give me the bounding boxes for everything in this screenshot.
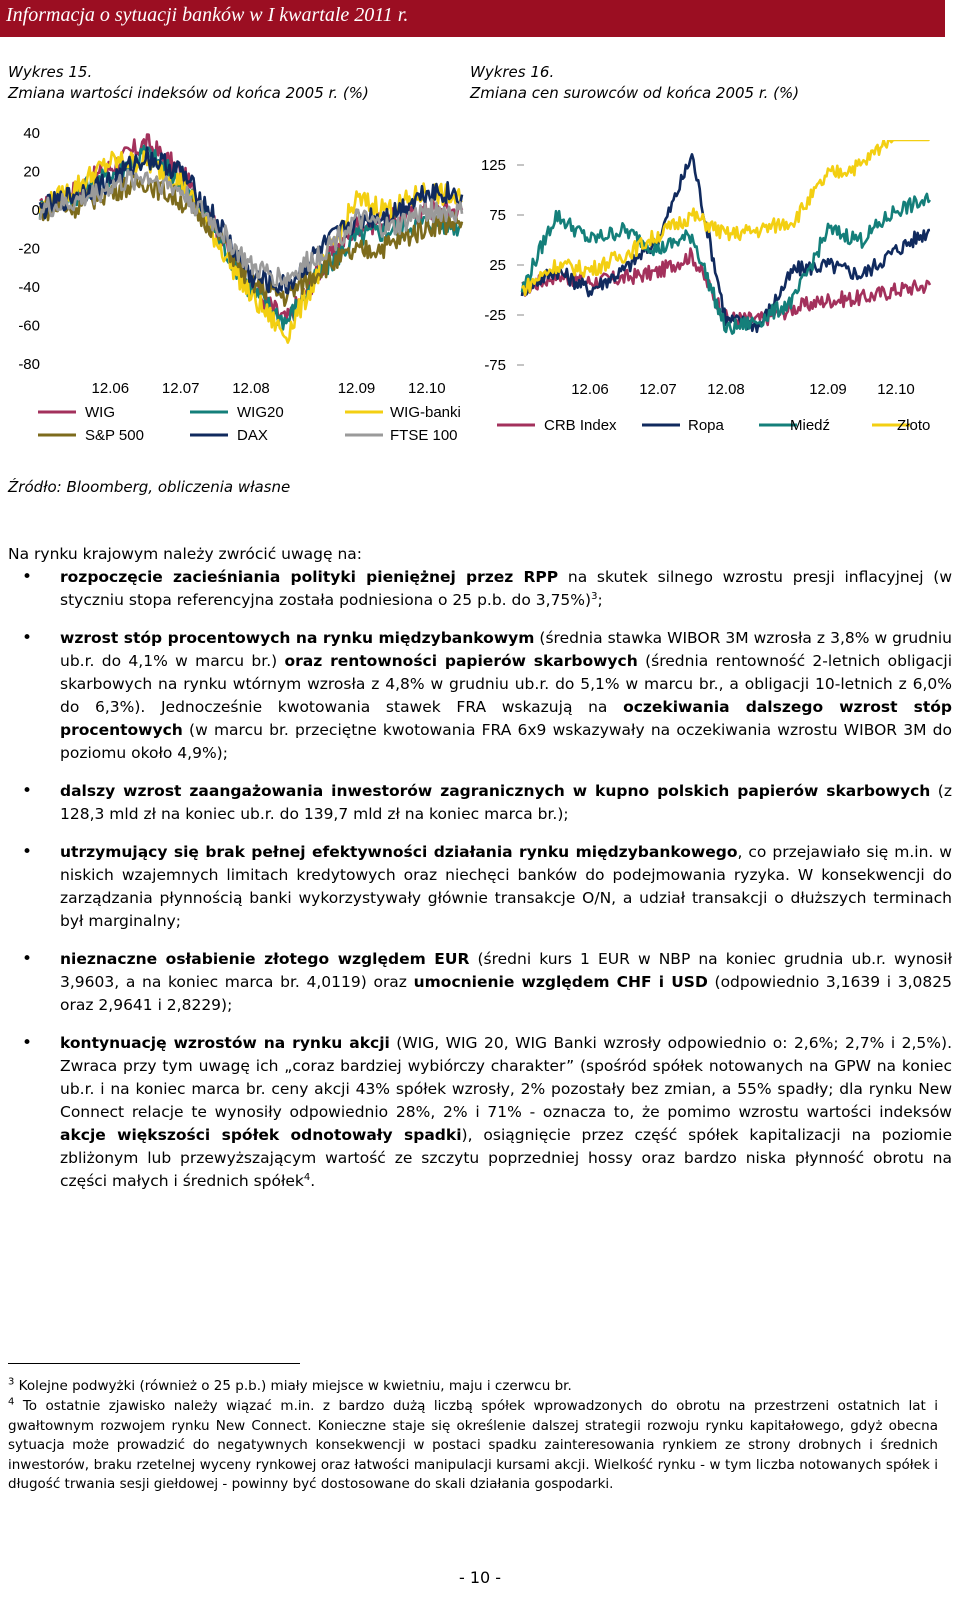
footnote-separator: [8, 1363, 300, 1364]
chart1-x-tick-label: 12.10: [408, 380, 446, 397]
chart1-x-tick-label: 12.07: [161, 380, 200, 397]
chart2-caption-title: Zmiana cen surowców od końca 2005 r. (%): [470, 84, 800, 102]
chart2-y-tick-label: -25: [484, 307, 506, 324]
chart1-y-tick-label: 40: [23, 125, 40, 142]
chart2-caption-number: Wykres 16.: [470, 63, 555, 81]
chart1-legend-label-ftse-100: FTSE 100: [390, 427, 458, 444]
chart1-y-tick-label: -80: [18, 356, 40, 373]
chart2-y-tick-label: 25: [489, 257, 506, 274]
chart1-legend-label-dax: DAX: [237, 427, 268, 444]
chart1-y-tick-label: 0: [31, 202, 40, 219]
chart2-x-tick-label: 12.09: [809, 381, 847, 398]
chart2-series-ropa: [522, 154, 930, 331]
footnote-3-number: 3: [8, 1376, 15, 1388]
chart2-x-tick-label: 12.08: [707, 381, 745, 398]
bullet-5-text-2: (odpowiednio 3,1639 i 3,0825 oraz 2,9641 i 2,8229);: [60, 973, 952, 1014]
chart1-legend-label-s-p-500: S&P 500: [85, 427, 144, 444]
chart1-caption-number: Wykres 15.: [8, 63, 93, 81]
bullet-1-tail: ;: [597, 591, 603, 609]
chart1-caption-title: Zmiana wartości indeksów od końca 2005 r. (%): [8, 84, 369, 102]
header-title: Informacja o sytuacji banków w I kwartale 2011 r.: [6, 4, 409, 26]
chart1-x-tick-label: 12.06: [91, 380, 130, 397]
chart1-y-tick-label: -60: [18, 317, 40, 335]
page-header: [0, 0, 945, 37]
list-item: [0, 841, 952, 933]
chart1-legend-label-wig-banki: WIG-banki: [390, 404, 461, 421]
bullet-6-bold-1: kontynuację wzrostów na rynku akcji: [60, 1034, 390, 1052]
chart2-x-tick-label: 12.07: [639, 381, 677, 398]
bullet-6-text-2: ), osiągnięcie przez część spółek kapitalizacji na poziomie zbliżonym lub przewyższającym wartość ze szczytu poprzedniej hossy oraz bardzo niska płynność obrotu na części małych i średnich spółek: [60, 1126, 952, 1190]
bullet-4-bold: utrzymujący się brak pełnej efektywności działania rynku międzybankowego: [60, 843, 738, 861]
chart2-legend-label-mied: Miedź: [790, 417, 831, 434]
footnote-ref-4[interactable]: 4: [303, 1171, 311, 1183]
bullet-6-tail: .: [310, 1172, 316, 1190]
chart2-legend-label-z-oto: Złoto: [897, 417, 931, 434]
bullet-5-bold-1: nieznaczne osłabienie złotego względem EUR: [60, 950, 470, 968]
footnote-ref-3[interactable]: 3: [591, 590, 598, 602]
chart2-legend-label-ropa: Ropa: [688, 417, 724, 434]
bullet-3-text: (z 128,3 mld zł na koniec ub.r. do 139,7 mld zł na koniec marca br.);: [60, 782, 952, 823]
chart1-caption: [8, 62, 369, 104]
list-item: [0, 627, 952, 765]
chart1-y-tick-label: -40: [18, 279, 40, 296]
chart2-x-tick-label: 12.06: [571, 381, 609, 398]
chart2-y-tick-label: 75: [489, 207, 506, 224]
footnote-4-text: To ostatnie zjawisko należy wiązać m.in. z bardzo dużą liczbą spółek wprowadzonych do obrotu na przestrzeni ostatnich lat i gwałtownym rozwojem rynku New Connect. Konieczne staje się określenie dalszej strategii rozwoju rynku kapitałowego, gdyż obecna sytuacja może prowadzić do negatywnych konsekwencji w postaci spadku zainteresowania rynkiem ze strony drobnych i średnich inwestorów, braku rzetelnej wyceny rynkowej oraz łatwości manipulacji kursami akcji. Wielkość rynku - w tym liczba notowanych spółek i długość trwania sesji giełdowej - powinny być dostosowane do skali działania gospodarki.: [8, 1398, 938, 1492]
bullet-2-text-1: (średnia stawka WIBOR 3M wzrosła z 3,8% w grudniu ub.r. do 4,1% w marcu br.): [60, 629, 952, 670]
chart1-x-tick-label: 12.09: [337, 380, 376, 397]
chart2-y-tick-label: 125: [480, 157, 506, 174]
bullet-list: [0, 566, 952, 1193]
chart2-legend-label-crb-index: CRB Index: [544, 417, 617, 434]
chart2-y-tick-label: -75: [484, 357, 506, 374]
list-item: [0, 1032, 952, 1193]
chart2-commodity-changes: [470, 140, 950, 440]
intro-text: Na rynku krajowym należy zwrócić uwagę na:: [8, 545, 363, 563]
bullet-2-bold-1: wzrost stóp procentowych na rynku międzybankowym: [60, 629, 535, 647]
chart1-y-tick-label: -20: [18, 240, 40, 258]
list-item: [0, 948, 952, 1017]
page-number: - 10 -: [458, 1568, 502, 1587]
bullet-2-text-3: (w marcu br. przeciętne kwotowania FRA 6x9 wskazywały na oczekiwania wzrostu WIBOR 3M do poziomu około 4,9%);: [60, 721, 952, 762]
bullet-4-text: , co przejawiało się m.in. w niskich wzajemnych limitach kredytowych oraz niechęci banków do podejmowania ryzyka. W konsekwencji do zarządzania płynnością banki wykorzystywały głównie transakcje O/N, a udział transakcji o dłuższych terminach był marginalny;: [60, 843, 952, 930]
footnote-4: [8, 1397, 938, 1495]
footnote-4-number: 4: [8, 1396, 15, 1408]
bullet-6-text-1: (WIG, WIG 20, WIG Banki wzrosły odpowiednio o: 2,6%; 2,7% i 2,5%). Zwraca przy tym uwagę ich „coraz bardziej wybiórczy charakter” (spośród spółek notowanych na GPW na koniec ub.r. i na koniec marca br. ceny akcji 43% spółek wzrosły, 2% pozostały bez zmian, a 55% spadły; dla rynku New Connect relacje te wynosiły odpowiednio 28%, 2% i 71% - oznacza to, że pomimo wzrostu wartości indeksów: [60, 1034, 952, 1121]
chart1-x-tick-label: 12.08: [232, 380, 270, 397]
bullet-3-bold: dalszy wzrost zaangażowania inwestorów zagranicznych w kupno polskich papierów skarbowych: [60, 782, 931, 800]
bullet-1-text: na skutek silnego wzrostu presji inflacyjnej (w styczniu stopa referencyjna została podniesiona o 25 p.b. do 3,75%): [60, 568, 952, 609]
bullet-6-bold-2: akcje większości spółek odnotowały spadki: [60, 1126, 462, 1144]
chart1-y-tick-label: 20: [23, 163, 40, 181]
list-item: [0, 780, 952, 826]
chart1-legend-label-wig: WIG: [85, 404, 115, 421]
chart2-x-tick-label: 12.10: [877, 381, 915, 398]
bullet-1-bold: rozpoczęcie zacieśniania polityki pieniężnej przez RPP: [60, 568, 559, 586]
chart2-caption: [470, 62, 799, 104]
list-item: [0, 566, 952, 612]
bullet-5-bold-2: umocnienie względem CHF i USD: [413, 973, 708, 991]
bullet-2-bold-3: oczekiwania dalszego wzrost stóp procentowych: [60, 698, 952, 739]
bullet-2-text-2: (średnia rentowność 2-letnich obligacji skarbowych na rynku wtórnym wzrosła z 4,8% w grudniu ub.r. do 5,1% w marcu br., a obligacji 10-letnich z 6,0% do 6,3%). Jednocześnie kwotowania stawek FRA wskazują na: [60, 652, 952, 716]
footnote-3: [8, 1377, 938, 1397]
bullet-2-bold-2: oraz rentowności papierów skarbowych: [284, 652, 638, 670]
bullet-5-text-1: (średni kurs 1 EUR w NBP na koniec grudnia ub.r. wynosił 3,9603, a na koniec marca br. 4,0119) oraz: [60, 950, 952, 991]
chart2-series-z-oto: [522, 140, 930, 295]
source-note: Źródło: Bloomberg, obliczenia własne: [8, 478, 291, 496]
chart1-index-changes: [0, 118, 470, 453]
footnote-3-text: Kolejne podwyżki (również o 25 p.b.) miały miejsce w kwietniu, maju i czerwcu br.: [14, 1378, 572, 1394]
chart1-legend-label-wig20: WIG20: [237, 404, 284, 421]
